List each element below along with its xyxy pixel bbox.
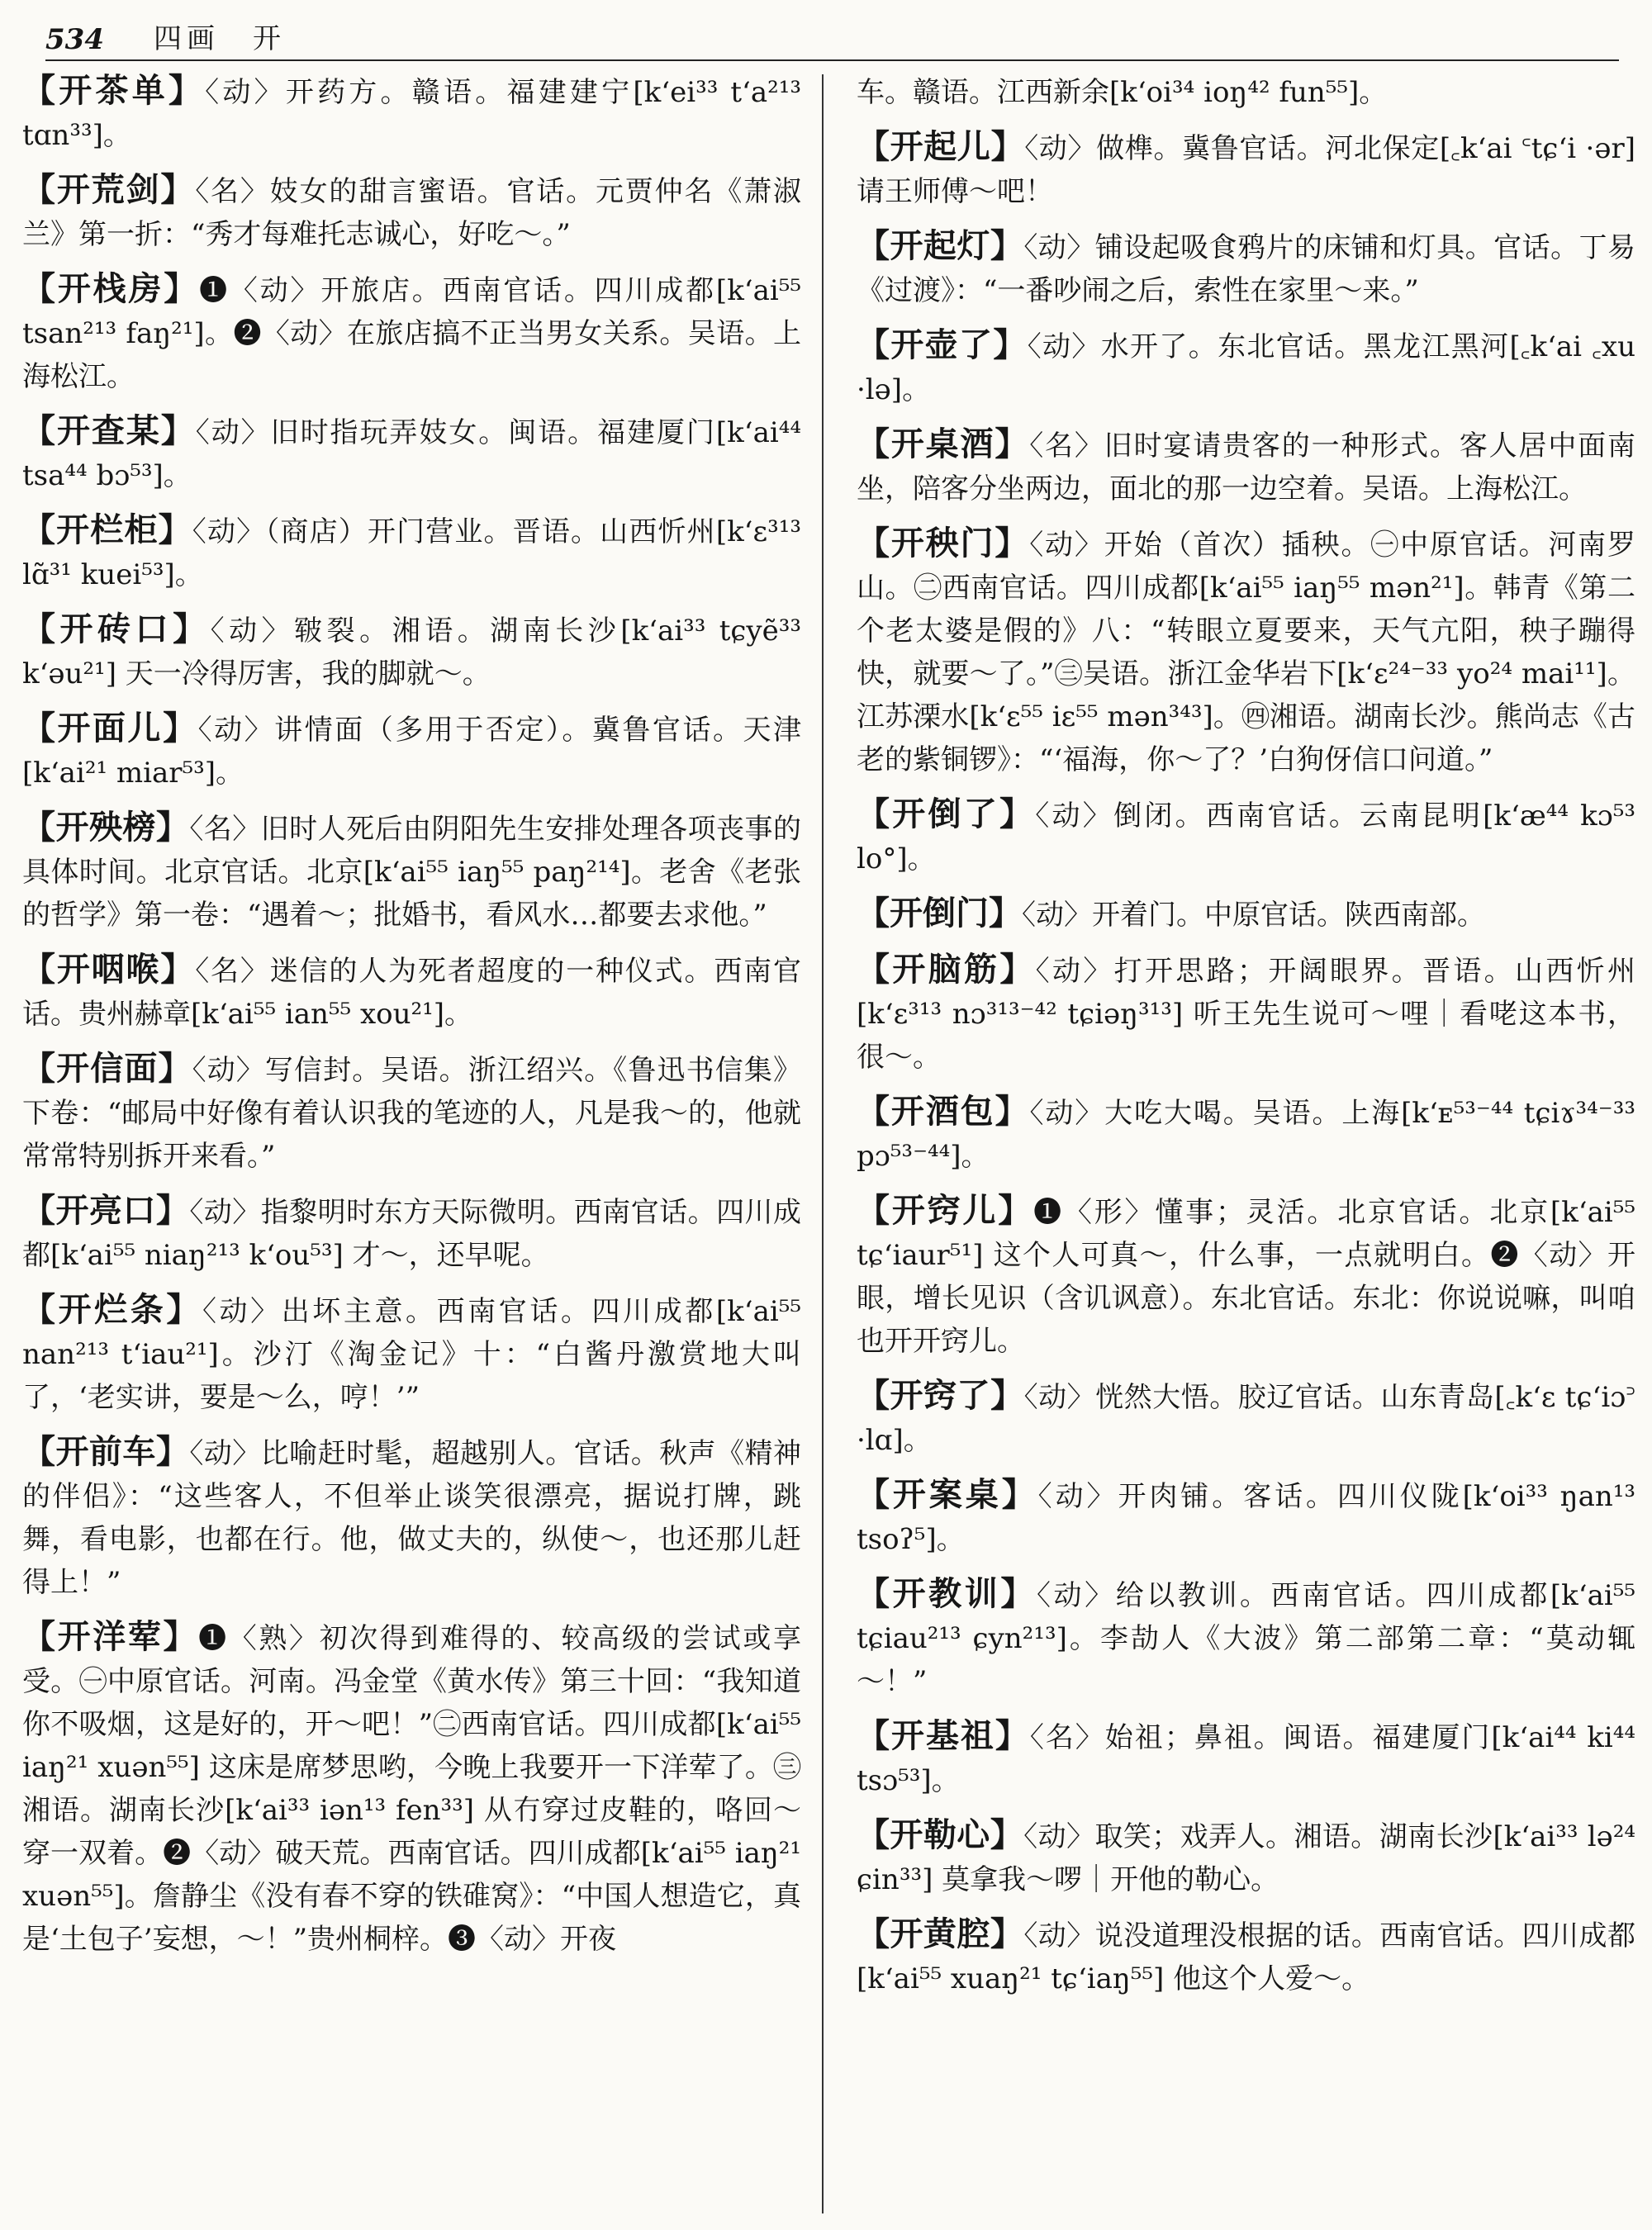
entry-headword: 【开桌酒】	[857, 425, 1030, 463]
entry-definition: 〈名〉旧时宴请贵客的一种形式。客人居中面南坐，陪客分坐两边，面北的那一边空着。吴语。上海松江。	[857, 429, 1635, 505]
entry-headword: 【开基祖】	[857, 1716, 1030, 1755]
dictionary-entry	[21, 168, 801, 256]
entry-headword: 【开殃榜】	[22, 808, 190, 847]
entry-definition: 〈动〉讲情面（多用于否定）。冀鲁官话。天津[k‘ai²¹ miar⁵³]。	[22, 714, 801, 790]
page-number: 534	[45, 23, 104, 56]
page-header	[45, 10, 1619, 61]
entry-definition: 〈动〉说没道理没根据的话。西南官话。四川成都[k‘ai⁵⁵ xuaŋ²¹ tɕ‘iaŋ⁵⁵] 他这个人爱～。	[857, 1919, 1635, 1995]
dictionary-entry	[855, 1715, 1635, 1802]
dictionary-entry	[855, 1189, 1635, 1363]
entry-headword: 【开倒门】	[857, 894, 1022, 932]
entry-definition: ❶〈熟〉初次得到难得的、较高级的尝试或享受。㊀中原官话。河南。冯金堂《黄水传》第三十回：“我知道你不吸烟，这是好的，开～吧！”㊁西南官话。四川成都[k‘ai⁵⁵ iaŋ²¹ xuən⁵⁵] 这床是席梦思哟，今晚上我要开一下洋荤了。㊂湘语。湖南长沙[k‘ai³³ iən¹³ fen³³] 从冇穿过皮鞋的，咯回～穿一双着。❷〈动〉破天荒。西南官话。四川成都[k‘ai⁵⁵ iaŋ²¹ xuən⁵⁵]。詹静尘《没有春不穿的铁碓窝》：“中国人想造它，真是‘土包子’妄想，～！”贵州桐梓。❸〈动〉开夜	[22, 1622, 801, 1956]
dictionary-entry	[21, 1431, 801, 1604]
section-title: 四画 开	[153, 22, 286, 55]
dictionary-entry	[21, 509, 801, 596]
entry-definition: ❶〈形〉懂事；灵活。北京官话。北京[k‘ai⁵⁵ tɕ‘iaur⁵¹] 这个人可真～，什么事，一点就明白。❷〈动〉开眼，增长见识（含讥讽意）。东北官话。东北：你说说嘛，叫咱也开开窍儿。	[857, 1196, 1635, 1358]
entry-definition: 〈动〉旧时指玩弄妓女。闽语。福建厦门[k‘ai⁴⁴ tsa⁴⁴ bɔ⁵³]。	[22, 416, 801, 492]
entry-definition: 〈动〉开肉铺。客话。四川仪陇[k‘oi³³ ŋan¹³ tsoʔ⁵]。	[857, 1480, 1635, 1556]
entry-headword: 【开茶单】	[22, 71, 206, 110]
entry-headword: 【开窍了】	[857, 1376, 1024, 1415]
dictionary-entry	[855, 423, 1635, 510]
dictionary-entry	[21, 1189, 801, 1277]
entry-headword: 【开起灯】	[857, 226, 1024, 265]
left-column	[21, 69, 801, 2217]
entry-definition: 〈动〉打开思路；开阔眼界。晋语。山西忻州[k‘ɛ³¹³ nɔ³¹³⁻⁴² tɕiəŋ³¹³] 听王先生说可～哩｜看咾这本书，很～。	[857, 955, 1635, 1074]
dictionary-entry	[855, 1913, 1635, 2000]
entry-headword: 【开勒心】	[857, 1815, 1024, 1854]
entry-definition: 〈动〉出坏主意。西南官话。四川成都[k‘ai⁵⁵ nan²¹³ t‘iau²¹]。沙汀《淘金记》十：“白酱丹激赏地大叫了，‘老实讲，要是～么，哼！’”	[22, 1295, 801, 1414]
entry-definition: ❶〈动〉开旅店。西南官话。四川成都[k‘ai⁵⁵ tsan²¹³ faŋ²¹]。❷〈动〉在旅店搞不正当男女关系。吴语。上海松江。	[22, 274, 801, 393]
entry-definition: 〈动〉皲裂。湘语。湖南长沙[k‘ai³³ tɕyẽ³³ k‘əu²¹] 天一冷得厉害，我的脚就～。	[22, 614, 801, 690]
entry-headword: 【开起儿】	[857, 127, 1025, 166]
entry-headword: 【开壶了】	[857, 325, 1028, 364]
entry-definition: 〈动〉恍然大悟。胶辽官话。山东青岛[꜀k‘ɛ tɕ‘iɔ꜄ ·lɑ]。	[857, 1381, 1635, 1457]
entry-headword: 【开秧门】	[857, 524, 1030, 562]
entry-definition: 〈名〉妓女的甜言蜜语。官话。元贾仲名《萧淑兰》第一折：“秀才每难托志诚心，好吃～。”	[22, 175, 801, 251]
entry-headword: 【开荒剑】	[22, 170, 196, 209]
entry-headword: 【开面儿】	[22, 709, 198, 747]
entry-headword: 【开酒包】	[857, 1092, 1030, 1131]
entry-definition: 〈动〉开始（首次）插秧。㊀中原官话。河南罗山。㊁西南官话。四川成都[k‘ai⁵⁵ iaŋ⁵⁵ mən²¹]。韩青《第二个老太婆是假的》八：“转眼立夏要来，天气亢阳，秧子蹦得快，就要～了。”㊂吴语。浙江金华岩下[k‘ɛ²⁴⁻³³ yo²⁴ mai¹¹]。江苏溧水[k‘ɛ⁵⁵ iɛ⁵⁵ mən³⁴³]。㊃湘语。湖南长沙。熊尚志《古老的紫铜锣》：“‘福海，你～了？’白狗伢信口问道。”	[857, 529, 1635, 776]
entry-definition: 〈动〉开药方。赣语。福建建宁[k‘ei³³ t‘a²¹³ tɑn³³]。	[22, 76, 801, 152]
entry-headword: 【开教训】	[857, 1574, 1037, 1613]
dictionary-entry	[855, 1473, 1635, 1561]
dictionary-entry	[21, 1616, 801, 1961]
entry-definition: 〈动〉（商店）开门营业。晋语。山西忻州[k‘ɛ³¹³ lɑ̃³¹ kuei⁵³]。	[22, 515, 801, 591]
entry-definition: 〈名〉迷信的人为死者超度的一种仪式。西南官话。贵州赫章[k‘ai⁵⁵ ian⁵⁵ xou²¹]。	[22, 955, 801, 1031]
entry-headword: 【开脑筋】	[857, 950, 1036, 989]
dictionary-entry	[855, 793, 1635, 880]
dictionary-entry	[855, 1374, 1635, 1462]
dictionary-entry	[855, 892, 1635, 937]
column-divider	[822, 74, 824, 2213]
entry-headword: 【开咽喉】	[22, 950, 196, 989]
dictionary-entry	[21, 608, 801, 695]
dictionary-entry	[855, 126, 1635, 213]
entry-headword: 【开栈房】	[22, 269, 200, 308]
right-column	[855, 69, 1635, 2217]
entry-definition: 〈动〉写信封。吴语。浙江绍兴。《鲁迅书信集》下卷：“邮局中好像有着认识我的笔迹的人，凡是我～的，他就常常特别拆开来看。”	[22, 1054, 801, 1173]
dictionary-entry	[21, 410, 801, 497]
dictionary-entry	[21, 1047, 801, 1178]
entry-headword: 【开洋荤】	[22, 1617, 199, 1656]
entry-definition: 〈名〉始祖；鼻祖。闽语。福建厦门[k‘ai⁴⁴ ki⁴⁴ tsɔ⁵³]。	[857, 1721, 1635, 1797]
entry-definition: 车。赣语。江西新余[k‘oi³⁴ ioŋ⁴² fun⁵⁵]。	[857, 76, 1388, 109]
entry-headword: 【开倒了】	[857, 795, 1036, 833]
entry-headword: 【开烂条】	[22, 1290, 202, 1329]
dictionary-entry	[21, 1288, 801, 1419]
dictionary-entry	[855, 1573, 1635, 1703]
entry-headword: 【开亮口】	[22, 1191, 190, 1230]
dictionary-entry	[855, 522, 1635, 781]
entry-headword: 【开案桌】	[857, 1475, 1038, 1514]
entry-definition: 〈动〉指黎明时东方天际微明。西南官话。四川成都[k‘ai⁵⁵ niaŋ²¹³ k‘ou⁵³] 才～，还早呢。	[22, 1196, 801, 1272]
entry-definition: 〈动〉铺设起吸食鸦片的床铺和灯具。官话。丁易《过渡》：“一番吵闹之后，索性在家里～来。”	[857, 231, 1635, 307]
entry-headword: 【开信面】	[22, 1049, 192, 1088]
entry-headword: 【开砖口】	[22, 610, 211, 648]
entry-definition: 〈动〉大吃大喝。吴语。上海[k‘ᴇ⁵³⁻⁴⁴ tɕiɤ³⁴⁻³³ pɔ⁵³⁻⁴⁴]。	[857, 1097, 1635, 1173]
entry-definition: 〈动〉倒闭。西南官话。云南昆明[k‘æ⁴⁴ kɔ⁵³ lo°]。	[857, 799, 1635, 875]
entry-headword: 【开查某】	[22, 411, 196, 450]
dictionary-entry	[855, 324, 1635, 411]
entry-definition: 〈动〉水开了。东北官话。黑龙江黑河[꜀k‘ai ꜀xu ·lə]。	[857, 330, 1635, 406]
dictionary-entry	[21, 707, 801, 795]
dictionary-entry	[855, 1090, 1635, 1178]
entry-definition: 〈名〉旧时人死后由阴阳先生安排处理各项丧事的具体时间。北京官话。北京[k‘ai⁵⁵ iaŋ⁵⁵ paŋ²¹⁴]。老舍《老张的哲学》第一卷：“遇着～；批婚书，看风水…都要去求他。”	[22, 813, 801, 932]
entry-headword: 【开窍儿】	[857, 1191, 1034, 1230]
entry-headword: 【开前车】	[22, 1432, 190, 1471]
dictionary-entry	[21, 69, 801, 157]
dictionary-entry	[855, 225, 1635, 312]
dictionary-entry	[855, 1814, 1635, 1901]
dictionary-entry	[855, 69, 1635, 114]
entry-headword: 【开栏柜】	[22, 510, 192, 549]
dictionary-entry	[855, 948, 1635, 1079]
entry-headword: 【开黄腔】	[857, 1914, 1024, 1953]
entry-definition: 〈动〉取笑；戏弄人。湘语。湖南长沙[k‘ai³³ lə²⁴ ɕin³³] 莫拿我～啰｜开他的勒心。	[857, 1820, 1635, 1896]
dictionary-entry	[21, 268, 801, 398]
entry-definition: 〈动〉给以教训。西南官话。四川成都[k‘ai⁵⁵ tɕiau²¹³ ɕyn²¹³]。李劼人《大波》第二部第二章：“莫动辄～！”	[857, 1579, 1635, 1698]
dictionary-entry	[21, 806, 801, 937]
dictionary-entry	[21, 948, 801, 1036]
entry-definition: 〈动〉做榫。冀鲁官话。河北保定[꜀k‘ai ꜂tɕ‘i ·ər] 请王师傅～吧！	[857, 132, 1635, 208]
entry-definition: 〈动〉比喻赶时髦，超越别人。官话。秋声《精神的伴侣》：“这些客人，不但举止谈笑很漂亮，据说打牌，跳舞，看电影，也都在行。他，做丈夫的，纵使～，也还那儿赶得上！”	[22, 1437, 801, 1599]
entry-definition: 〈动〉开着门。中原官话。陕西南部。	[1022, 899, 1485, 932]
